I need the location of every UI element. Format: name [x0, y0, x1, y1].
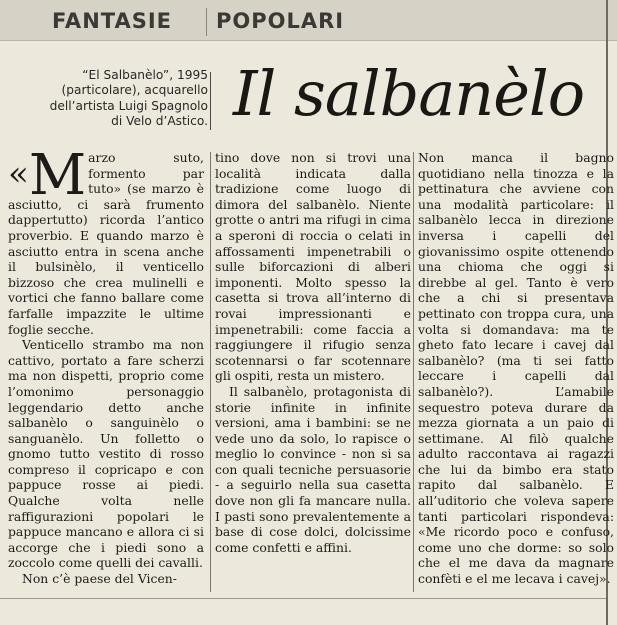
paragraph: Non c’è paese del Vicen-: [22, 571, 177, 587]
article-column-1: [8, 143, 204, 587]
kicker-fantasie: FANTASIE: [52, 9, 172, 33]
kicker-popolari: POPOLARI: [216, 9, 345, 33]
article-column-3: [418, 150, 614, 587]
drop-cap-letter: M: [28, 143, 87, 208]
caption-line: di Velo d’Astico.: [111, 114, 208, 129]
header-divider: [206, 8, 207, 36]
paragraph: Venticello strambo ma non cattivo, portato a fare scherzi ma non dispetti, proprio come l’omonimo personaggio leggendario detto anche salbanèlo o sanguinèlo o sanguanèlo. Un folletto o gnomo tutto vestito di rosso compreso il copricapo e con pappuce rosse ai piedi. Qualche volta nelle raffigurazioni popolari le pappuce mancano e allora ci si accorge che i piedi sono a zoccolo come quelli dei cavalli.: [8, 337, 204, 571]
article-title: Il salbanèlo: [233, 57, 585, 130]
article-column-2: [215, 150, 411, 555]
section-header-band: [0, 0, 617, 41]
paragraph: Il salbanèlo, protagonista di storie infinite in infinite versioni, ama i bambini: se ne vede uno da solo, lo rapisce o meglio lo convince - non si sa con quali tecniche persuasorie - a seguirlo nella sua casetta dove non gli fa mancare nulla. I pasti sono prevalentemente a base di cose dolci, dolcissime come confetti e affini.: [215, 383, 411, 555]
paragraph: tino dove non si trovi una località indicata dalla tradizione come luogo di dimora del salbanèlo. Niente grotte o antri ma rifugi in cima a speroni di roccia o celati in affossamenti impenetrabili o sulle biforcazioni di alberi imponenti. Molto spesso la casetta si trova all’interno di rovai impressionanti e impenetrabili: come faccia a raggiungere il rifugio senza scotennarsi o far scotennare gli ospiti, resta un mistero.: [215, 150, 411, 384]
column-divider: [413, 152, 414, 592]
caption-line: (particolare), acquarello: [61, 83, 208, 98]
caption-line: dell’artista Luigi Spagnolo: [49, 98, 208, 113]
bottom-divider: [0, 598, 606, 599]
drop-cap-guillemet: «: [8, 154, 29, 194]
paragraph: arzo suto, formento par tuto» (se marzo è asciutto, ci sarà frumento dappertutto) ricorda l’antico proverbio. E quando marzo è asciutto entra in scena anche il bulsinèlo, il venticello bizzoso che crea mulinelli e vortici che fanno ballare come farfalle impazzite le ultime foglie secche.: [8, 150, 204, 337]
caption-line: “El Salbanèlo”, 1995: [82, 68, 208, 82]
paragraph: Non manca il bagno quotidiano nella tinozza e la pettinatura che avviene con una modalità particolare: il salbanèlo lecca in direzione inversa i capelli del giovanissimo ospite ottenendo una chioma che oggi si direbbe al gel. Tanto è vero che a chi si presentava pettinato con troppa cura, una volta si domandava: ma te gheto fato lecare i cavej dal salbanèlo? (ma ti sei fatto leccare i capelli dal salbanèlo?). L’amabile sequestro poteva durare da mezza giornata a un paio di settimane. Al filò qualche adulto raccontava ai ragazzi che lui da bimbo era stato rapito dal salbanèlo. E all’uditorio che voleva sapere tanti particolari rispondeva: «Me ricordo poco e confuso, come uno che dorme: so solo che el me dava da magnare confèti e el me lecava i cavej».: [418, 150, 614, 587]
drop-cap: [8, 143, 87, 208]
image-caption: [28, 68, 208, 130]
caption-divider: [210, 72, 211, 130]
column-divider: [210, 152, 211, 592]
